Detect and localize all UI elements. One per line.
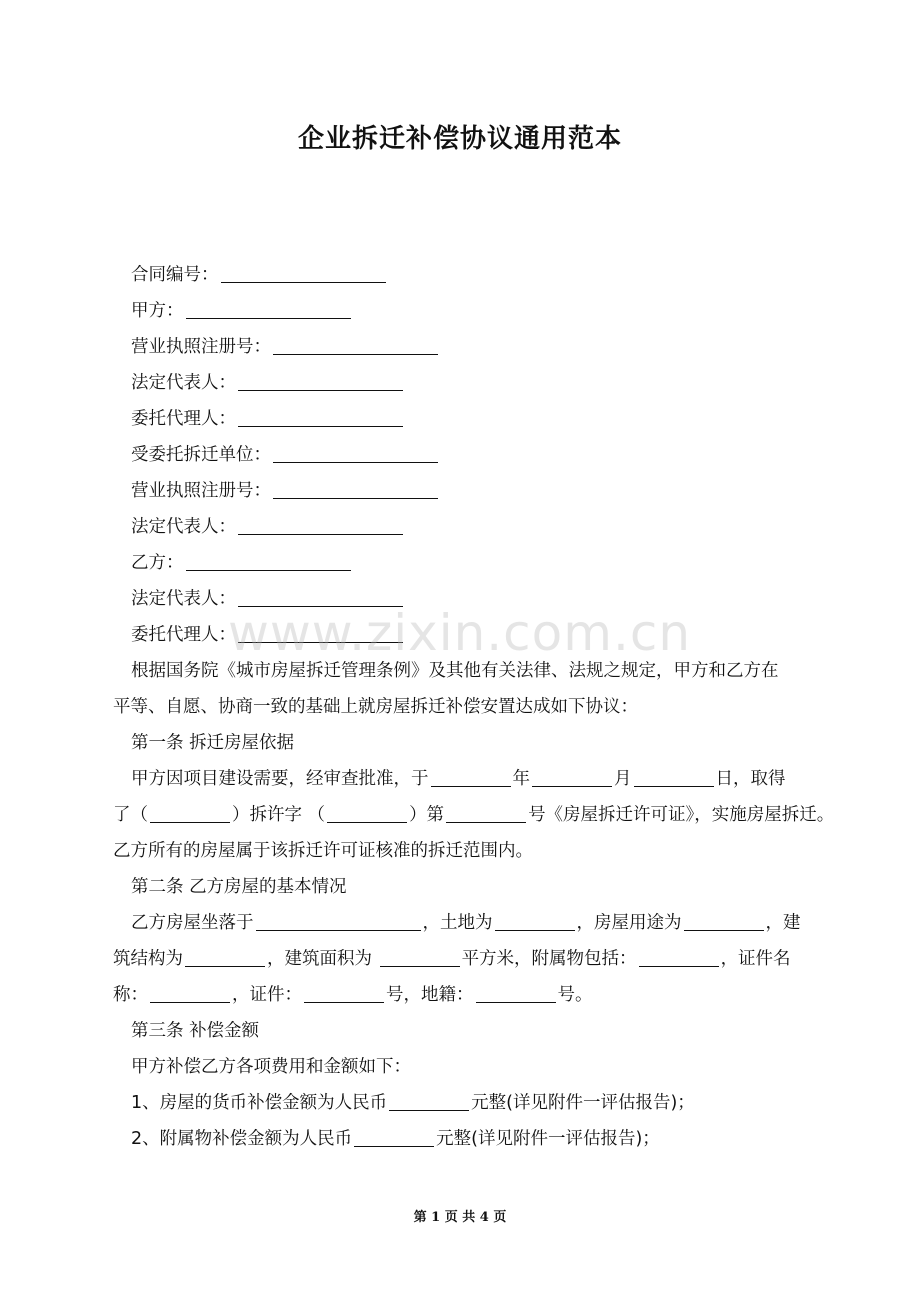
blank-line	[238, 516, 403, 535]
article-paragraph-line: 筑结构为 ，建筑面积为 平方米，附属物包括： ，证件名	[113, 949, 791, 969]
article-paragraph-line: 乙方所有的房屋属于该拆迁许可证核准的拆迁范围内。	[113, 841, 533, 861]
article-heading: 第三条 补偿金额	[131, 1021, 260, 1041]
intro-paragraph-line: 根据国务院《城市房屋拆迁管理条例》及其他有关法律、法规之规定，甲方和乙方在	[131, 661, 779, 681]
blank-line	[476, 984, 556, 1003]
blank-line	[186, 552, 351, 571]
contract-number-field: 合同编号：	[131, 263, 831, 287]
legal-representative-field: 法定代表人：	[131, 371, 831, 395]
business-license-field: 营业执照注册号：	[131, 335, 831, 359]
blank-line	[495, 912, 575, 931]
compensation-item: 2、附属物补偿金额为人民币 元整(详见附件一评估报告)；	[131, 1129, 660, 1149]
blank-line	[532, 768, 612, 787]
blank-line	[431, 768, 511, 787]
page-footer: 第 1 页 共 4 页	[413, 1210, 507, 1225]
blank-line	[150, 804, 230, 823]
article-heading: 第一条 拆迁房屋依据	[131, 733, 295, 753]
intro-paragraph-line: 平等、自愿、协商一致的基础上就房屋拆迁补偿安置达成如下协议：	[113, 697, 638, 717]
blank-line	[446, 804, 526, 823]
compensation-item: 1、房屋的货币补偿金额为人民币 元整(详见附件一评估报告)；	[131, 1093, 695, 1113]
party-a-field: 甲方：	[131, 299, 831, 323]
blank-line	[221, 264, 386, 283]
article-paragraph-line: 甲方补偿乙方各项费用和金额如下：	[131, 1057, 411, 1077]
blank-line	[380, 948, 460, 967]
blank-line	[273, 336, 438, 355]
blank-line	[304, 984, 384, 1003]
document-title: 企业拆迁补偿协议通用范本	[297, 124, 622, 154]
blank-line	[389, 1092, 469, 1111]
article-heading: 第二条 乙方房屋的基本情况	[131, 877, 347, 897]
blank-line	[150, 984, 230, 1003]
legal-representative-field-3: 法定代表人：	[131, 587, 831, 611]
legal-representative-field-2: 法定代表人：	[131, 515, 831, 539]
blank-line	[634, 768, 714, 787]
blank-line	[273, 480, 438, 499]
blank-line	[354, 1128, 434, 1147]
blank-line	[238, 372, 403, 391]
blank-line	[256, 912, 421, 931]
article-paragraph-line: 称： ，证件： 号，地籍： 号。	[113, 985, 593, 1005]
article-paragraph-line: 乙方房屋坐落于 ，土地为 ，房屋用途为 ，建	[131, 913, 801, 933]
blank-line	[238, 408, 403, 427]
blank-line	[684, 912, 764, 931]
blank-line	[327, 804, 407, 823]
blank-line	[185, 948, 265, 967]
article-paragraph-line: 甲方因项目建设需要，经审查批准，于 年 月 日，取得	[131, 769, 786, 789]
authorized-agent-field-2: 委托代理人：	[131, 623, 831, 647]
blank-line	[639, 948, 719, 967]
watermark: www.zixin.com.cn	[228, 604, 692, 662]
article-paragraph-line: 了（ ）拆许字 （ ）第 号《房屋拆迁许可证》，实施房屋拆迁。	[113, 805, 835, 825]
business-license-field-2: 营业执照注册号：	[131, 479, 831, 503]
authorized-agent-field: 委托代理人：	[131, 407, 831, 431]
blank-line	[273, 444, 438, 463]
party-b-field: 乙方：	[131, 551, 831, 575]
blank-line	[186, 300, 351, 319]
entrusted-unit-field: 受委托拆迁单位：	[131, 443, 831, 467]
